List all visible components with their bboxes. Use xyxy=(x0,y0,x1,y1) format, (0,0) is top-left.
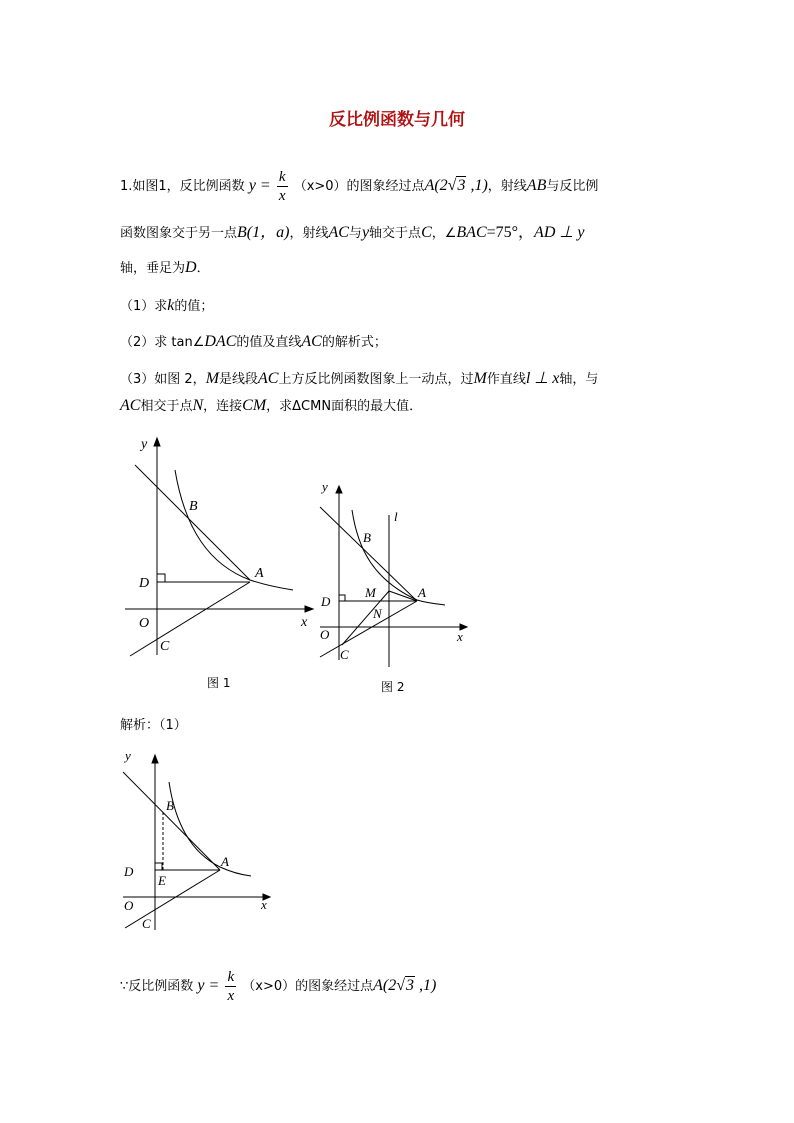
label-o: O xyxy=(124,898,134,913)
label-b: B xyxy=(363,530,371,545)
label-b: B xyxy=(189,499,198,514)
label-a: A xyxy=(418,585,426,600)
label-y: y xyxy=(125,748,131,763)
text: ． xyxy=(196,261,210,276)
figure-1 xyxy=(115,430,320,665)
text: ∵反比例函数 xyxy=(120,979,194,994)
math-ac: AC xyxy=(258,370,279,387)
label-m: M xyxy=(365,585,376,600)
ray-ac xyxy=(320,601,417,657)
text: 轴，与 xyxy=(559,372,599,387)
label-x: x xyxy=(301,615,308,630)
label-o: O xyxy=(139,616,150,631)
point-a-tail: ,1) xyxy=(419,977,437,994)
condition: （x>0） xyxy=(242,979,296,994)
text: ，∠ xyxy=(431,226,457,241)
math-ac: AC xyxy=(120,397,141,414)
text: 轴交于点 xyxy=(369,226,422,241)
text: 的值； xyxy=(174,299,214,314)
question-3-line-2 xyxy=(120,396,422,417)
point-a-head: A(2 xyxy=(373,977,397,994)
label-b: B xyxy=(166,798,174,813)
problem-line-1 xyxy=(120,168,598,205)
figure-3 xyxy=(115,742,280,934)
label-c: C xyxy=(160,639,170,654)
point-a-tail: ,1) xyxy=(470,177,488,194)
math-m: M xyxy=(473,370,487,387)
label-x: x xyxy=(457,629,463,644)
text: 如图1，反比例函数 xyxy=(132,179,245,194)
problem-line-2 xyxy=(120,223,584,244)
label-c: C xyxy=(142,916,151,931)
question-2 xyxy=(120,332,387,353)
point-a: A(2√3 ,1) xyxy=(373,977,437,994)
label-a: A xyxy=(221,854,229,869)
text: （2）求 tan∠ xyxy=(120,335,205,350)
right-angle-mark xyxy=(155,863,162,870)
text: ，求ΔCMN面积的最大值． xyxy=(266,399,423,414)
label-a: A xyxy=(255,566,264,581)
figure-2 xyxy=(312,475,477,670)
math-c: C xyxy=(421,224,432,241)
math-y: y = xyxy=(248,177,271,194)
analysis-line-1 xyxy=(120,968,436,1005)
text: 轴，垂足为 xyxy=(120,261,186,276)
problem-line-3 xyxy=(120,258,210,279)
label-d: D xyxy=(124,864,134,879)
label-o: O xyxy=(320,627,330,642)
y-axis-arrow xyxy=(336,486,342,493)
hyperbola-curve xyxy=(175,470,293,590)
ray-ab xyxy=(123,772,220,870)
page-title: 反比例函数与几何 xyxy=(329,110,465,130)
text: 与 xyxy=(348,226,362,241)
figure-1-caption: 图 1 xyxy=(207,676,231,690)
text: 的图象经过点 xyxy=(346,179,425,194)
math-l-perp-x: l ⊥ x xyxy=(525,370,560,387)
math-n: N xyxy=(192,397,204,414)
sqrt-3: 3 xyxy=(457,177,466,194)
sqrt-3: 3 xyxy=(406,977,415,994)
right-angle-mark xyxy=(339,595,345,601)
question-3 xyxy=(120,369,598,390)
math-bac: BAC xyxy=(456,224,487,241)
text: 的值及直线 xyxy=(236,335,302,350)
analysis-label: 解析：（1） xyxy=(120,718,187,733)
label-e: E xyxy=(158,873,166,888)
math-y-axis: y xyxy=(361,224,370,241)
math-ab: AB xyxy=(526,177,547,194)
math-ac: AC xyxy=(301,333,322,350)
point-b: B(1，a) xyxy=(237,224,290,241)
label-y: y xyxy=(141,437,148,452)
numerator: k xyxy=(227,969,235,985)
denominator: x xyxy=(278,188,286,204)
angle-value: =75°， xyxy=(486,224,535,241)
denominator: x xyxy=(227,988,235,1004)
ray-ab xyxy=(135,465,250,580)
label-c: C xyxy=(340,647,349,662)
text: 作直线 xyxy=(486,372,526,387)
point-a-head: A(2 xyxy=(424,177,448,194)
math-dac: DAC xyxy=(204,333,237,350)
label-n: N xyxy=(373,606,382,621)
text: 上方反比例函数图象上一动点，过 xyxy=(278,372,474,387)
text: ，连接 xyxy=(203,399,243,414)
label-l: l xyxy=(394,509,398,524)
text: ，射线 xyxy=(289,226,329,241)
math-k: k xyxy=(167,297,175,314)
text: （1）求 xyxy=(120,299,168,314)
math-ad-perp-y: AD ⊥ y xyxy=(534,224,585,241)
numerator: k xyxy=(278,169,286,185)
math-d: D xyxy=(185,259,197,276)
text: 是线段 xyxy=(219,372,259,387)
right-angle-mark xyxy=(157,574,165,582)
problem-number: 1. xyxy=(120,179,133,194)
hyperbola-curve xyxy=(169,782,251,876)
text: ，射线 xyxy=(487,179,527,194)
label-d: D xyxy=(139,576,150,591)
math-y: y = xyxy=(197,977,220,994)
question-1 xyxy=(120,296,213,317)
label-x: x xyxy=(261,897,267,912)
condition: （x>0） xyxy=(293,179,347,194)
y-axis-arrow xyxy=(154,438,160,446)
text: 相交于点 xyxy=(140,399,193,414)
text: 的图象经过点 xyxy=(295,979,374,994)
fraction-k-over-x xyxy=(225,968,236,1005)
label-y: y xyxy=(322,479,328,494)
figure-2-caption: 图 2 xyxy=(381,680,405,694)
math-cm: CM xyxy=(242,397,267,414)
math-ac: AC xyxy=(328,224,349,241)
text: 函数图象交于另一点 xyxy=(120,226,238,241)
label-d: D xyxy=(321,594,331,609)
y-axis-arrow xyxy=(152,755,158,763)
text: （3）如图 2， xyxy=(120,372,206,387)
fraction-k-over-x xyxy=(277,168,288,205)
text: 与反比例 xyxy=(546,179,599,194)
point-a: A(2√3 ,1) xyxy=(424,177,488,194)
ray-ac xyxy=(125,870,220,928)
math-m: M xyxy=(205,370,220,387)
text: 的解析式； xyxy=(321,335,387,350)
